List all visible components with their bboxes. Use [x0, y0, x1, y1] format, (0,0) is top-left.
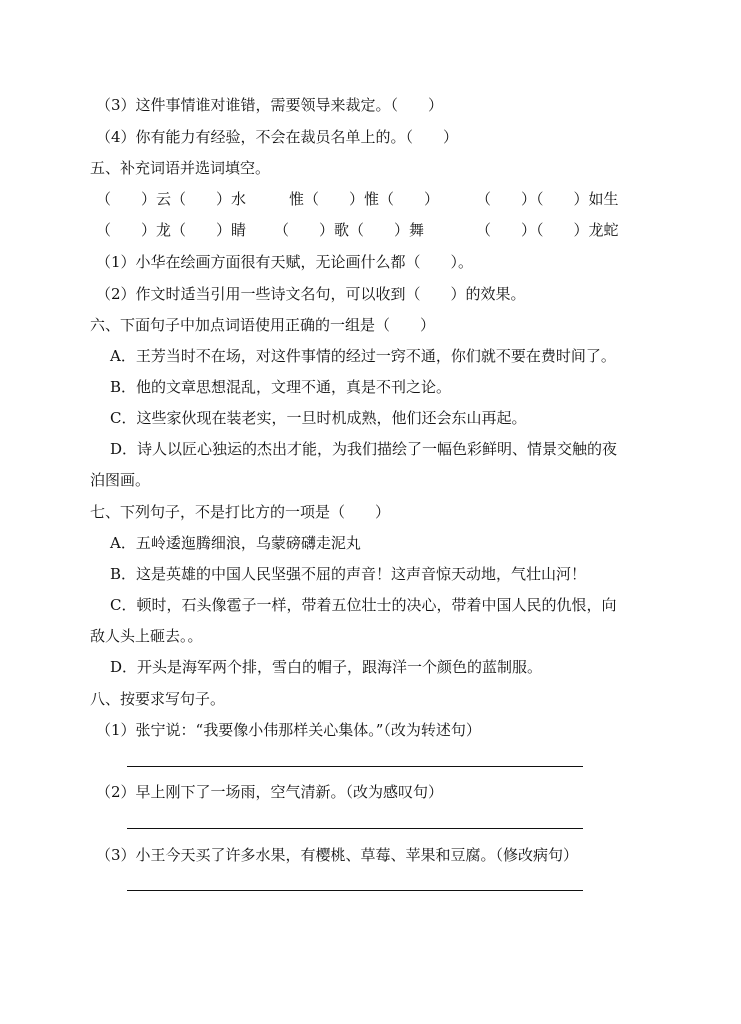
section-title: 五、补充词语并选词填空。	[90, 159, 271, 177]
option-b: B．他的文章思想混乱，文理不通，真是不刊之论。	[110, 378, 452, 396]
word-blank: （ ）（ ）如生	[476, 190, 619, 208]
option-c: C．这些家伙现在装老实，一旦时机成熟，他们还会东山再起。	[110, 409, 527, 427]
word-blank: （ ）歌（ ）舞	[274, 221, 425, 239]
option-b: B．这是英雄的中国人民坚强不屈的声音！这声音惊天动地，气壮山河！	[110, 565, 587, 583]
option-d: D．开头是海军两个排，雪白的帽子，跟海洋一个颜色的蓝制服。	[110, 658, 543, 676]
option-d-continued: 泊图画。	[90, 471, 151, 489]
question-item: （2）作文时适当引用一些诗文名句，可以收到（ ）的效果。	[96, 285, 526, 303]
section-title: 七、下列句子，不是打比方的一项是（ ）	[90, 503, 391, 521]
question-item: （1）小华在绘画方面很有天赋，无论画什么都（ ）。	[96, 253, 474, 271]
word-blank: 惟（ ）惟（ ）	[289, 190, 440, 208]
section-title: 六、下面句子中加点词语使用正确的一组是（ ）	[90, 316, 436, 334]
word-blank: （ ）（ ）龙蛇	[476, 221, 619, 239]
option-a: A．五岭逶迤腾细浪，乌蒙磅礴走泥丸	[110, 534, 361, 552]
answer-line[interactable]	[127, 766, 583, 767]
answer-line[interactable]	[127, 828, 583, 829]
section-title: 八、按要求写句子。	[90, 690, 226, 708]
question-item: （1）张宁说：“我要像小伟那样关心集体。”（改为转述句）	[96, 721, 481, 739]
option-a: A．王芳当时不在场，对这件事情的经过一窍不通，你们就不要在费时间了。	[110, 347, 616, 365]
question-item: （4）你有能力有经验，不会在裁员名单上的。（ ）	[96, 128, 459, 146]
word-blank: （ ）龙（ ）睛	[96, 221, 247, 239]
option-d: D．诗人以匠心独运的杰出才能，为我们描绘了一幅色彩鲜明、情景交触的夜	[110, 440, 618, 458]
word-blank: （ ）云（ ）水	[96, 190, 247, 208]
option-c-continued: 敌人头上砸去。。	[90, 627, 203, 645]
answer-line[interactable]	[127, 890, 583, 891]
word-fill-row	[0, 189, 741, 209]
question-item: （2）早上刚下了一场雨，空气清新。（改为感叹句）	[96, 783, 444, 801]
option-c: C．顿时，石头像雹子一样，带着五位壮士的决心，带着中国人民的仇恨，向	[110, 596, 617, 614]
question-item: （3）这件事情谁对谁错，需要领导来裁定。（ ）	[96, 96, 444, 114]
question-item: （3）小王今天买了许多水果，有樱桃、草莓、苹果和豆腐。（修改病句）	[96, 846, 579, 864]
word-fill-row	[0, 220, 741, 240]
